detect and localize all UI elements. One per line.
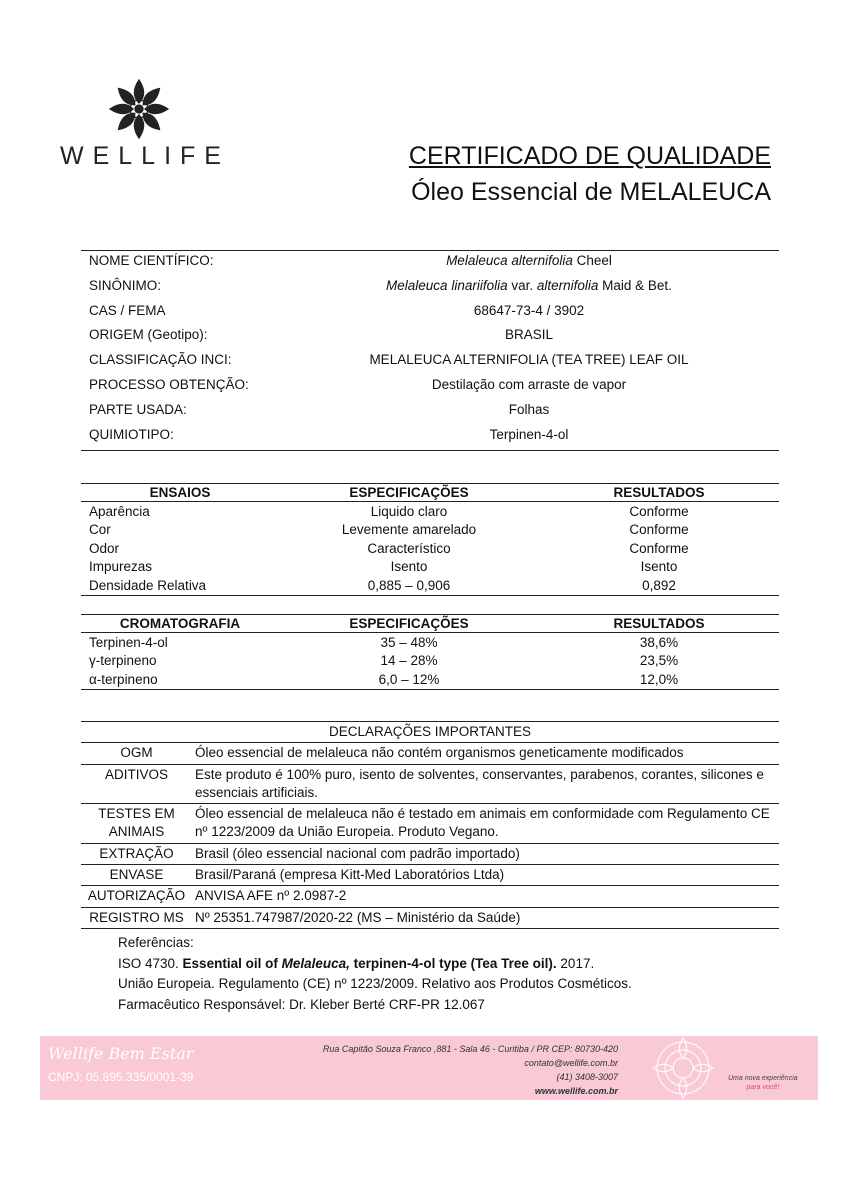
table-cell: 35 – 48%: [380, 634, 438, 650]
info-row-nome: [89, 253, 779, 278]
info-row-inci: [89, 352, 779, 377]
footer-mandala-icon: [638, 1036, 728, 1100]
table-cell: 12,0%: [639, 671, 679, 687]
ensaios-table: [81, 483, 779, 596]
footer-address: Rua Capitão Souza Franco ,881 - Sala 46 - Curitiba / PR CEP: 80730-420: [322, 1044, 618, 1054]
certificate-title: CERTIFICADO DE QUALIDADE: [408, 142, 771, 170]
table-row: [81, 907, 779, 928]
declaration-value: Brasil/Paraná (empresa Kitt-Med Laboratórios Ltda): [192, 865, 779, 886]
info-row-sinonimo: [89, 278, 779, 303]
table-row: [81, 764, 779, 804]
info-label: QUIMIOTIPO:: [89, 426, 174, 442]
table-cell: 23,5%: [639, 653, 679, 669]
footer-phone: (41) 3408-3007: [556, 1072, 618, 1082]
table-row: [81, 670, 779, 689]
divider: [81, 450, 779, 451]
info-row-cas: [89, 303, 779, 328]
table-cell: α-terpineno: [89, 671, 158, 687]
declaration-value: Brasil (óleo essencial nacional com padrão importado): [192, 843, 779, 864]
declaration-value: ANVISA AFE nº 2.0987-2: [192, 886, 779, 907]
declaration-key: ENVASE: [81, 865, 192, 886]
info-row-processo: [89, 377, 779, 402]
table-cell: 0,885 – 0,906: [367, 577, 451, 593]
info-label: ORIGEM (Geotipo):: [89, 327, 208, 343]
table-cell: Conforme: [629, 503, 689, 519]
table-cell: Isento: [640, 559, 678, 575]
declaracoes-title: DECLARAÇÕES IMPORTANTES: [81, 722, 779, 743]
footer-brand: Wellife Bem Estar: [48, 1044, 194, 1063]
footer-contact: [323, 1042, 618, 1098]
table-row: [81, 633, 779, 652]
declaration-value: Este produto é 100% puro, isento de solventes, conservantes, parabenos, corantes, silicones e essenciais artificiais.: [192, 764, 779, 804]
table-cell: Conforme: [629, 522, 689, 538]
table-header-row: [81, 484, 779, 502]
info-label: PARTE USADA:: [89, 401, 187, 417]
info-label: SINÔNIMO:: [89, 277, 162, 293]
column-header: ENSAIOS: [149, 485, 211, 500]
table-cell: 0,892: [642, 577, 676, 593]
table-cell: Característico: [367, 540, 451, 556]
declaration-value: Nº 25351.747987/2020-22 (MS – Ministério da Saúde): [192, 907, 779, 928]
info-row-origem: [89, 327, 779, 352]
table-cell: Odor: [89, 540, 120, 556]
table-cell: Terpinen-4-ol: [89, 634, 168, 650]
info-value: BRASIL: [504, 327, 554, 343]
info-label: NOME CIENTÍFICO:: [89, 253, 214, 268]
table-row: [81, 743, 779, 764]
table-cell: Cor: [89, 522, 111, 538]
info-value: Folhas: [508, 401, 550, 417]
declaration-key: OGM: [81, 743, 192, 764]
info-value: Melaleuca linariifolia var. alternifolia Maid & Bet.: [386, 277, 672, 293]
product-title: Óleo Essencial de MELALEUCA: [411, 178, 771, 206]
declaracoes-table: [81, 721, 779, 929]
references-heading: Referências:: [118, 935, 194, 950]
brand-name: WELLIFE: [60, 142, 230, 170]
pharmacist-line: Farmacêutico Responsável: Dr. Kleber Berté CRF-PR 12.067: [118, 996, 485, 1012]
product-info: [89, 253, 779, 451]
table-header-row: [81, 615, 779, 633]
footer-site[interactable]: www.wellife.com.br: [534, 1086, 618, 1096]
table-cell: Impurezas: [89, 559, 153, 575]
table-row: [81, 502, 779, 521]
table-cell: Conforme: [629, 540, 689, 556]
declaracoes-header: [81, 722, 779, 743]
table-cell: γ-terpineno: [89, 653, 157, 669]
column-header: CROMATOGRAFIA: [119, 616, 241, 631]
declaration-key: ADITIVOS: [81, 764, 192, 804]
footer-email[interactable]: contato@wellife.com.br: [524, 1058, 618, 1068]
column-header: RESULTADOS: [613, 616, 705, 631]
info-label: CAS / FEMA: [89, 302, 166, 318]
table-cell: Isento: [390, 559, 428, 575]
table-cell: 38,6%: [639, 634, 679, 650]
info-row-parte: [89, 402, 779, 427]
table-cell: Liquido claro: [370, 503, 448, 519]
reference-eu: União Europeia. Regulamento (CE) nº 1223/2009. Relativo aos Produtos Cosméticos.: [118, 976, 632, 991]
declaration-key: AUTORIZAÇÃO: [81, 886, 192, 907]
table-row: [81, 558, 779, 577]
declaration-value: Óleo essencial de melaleuca não contém organismos geneticamente modificados: [192, 743, 779, 764]
info-value: MELALEUCA ALTERNIFOLIA (TEA TREE) LEAF OIL: [369, 352, 689, 368]
declaration-value: Óleo essencial de melaleuca não é testado em animais em conformidade com Regulamento CE nº 1223/2009 da União Europeia. Produto Vegano.: [192, 804, 779, 844]
column-header: ESPECIFICAÇÕES: [349, 616, 469, 631]
cromatografia-table: [81, 614, 779, 690]
table-cell: Densidade Relativa: [89, 577, 207, 593]
declaration-key: REGISTRO MS: [81, 907, 192, 928]
column-header: ESPECIFICAÇÕES: [349, 485, 469, 500]
column-header: RESULTADOS: [613, 485, 705, 500]
info-value: Terpinen-4-ol: [489, 426, 569, 442]
table-cell: 6,0 – 12%: [378, 671, 440, 687]
footer-slogan: [728, 1074, 798, 1092]
table-row: [81, 652, 779, 671]
table-row: [81, 843, 779, 864]
info-label: CLASSIFICAÇÃO INCI:: [89, 352, 232, 368]
declaration-key: TESTES EM ANIMAIS: [81, 804, 192, 844]
divider: [81, 250, 779, 251]
mandala-logo-icon: [108, 78, 170, 140]
info-row-quimiotipo: [89, 427, 779, 452]
reference-iso: ISO 4730. Essential oil of Melaleuca, terpinen-4-ol type (Tea Tree oil). 2017.: [118, 955, 595, 971]
table-row: [81, 886, 779, 907]
table-row: [81, 521, 779, 540]
table-row: [81, 865, 779, 886]
footer-banner: [40, 1036, 818, 1100]
slogan-line: Uma nova experiência: [728, 1075, 798, 1082]
references: [118, 933, 632, 1015]
slogan-line: para você!: [746, 1084, 780, 1091]
info-value: Melaleuca alternifolia Cheel: [446, 253, 612, 268]
table-cell: 14 – 28%: [380, 653, 438, 669]
info-label: PROCESSO OBTENÇÃO:: [89, 376, 249, 392]
info-value: 68647-73-4 / 3902: [473, 302, 585, 318]
table-cell: Aparência: [89, 503, 150, 519]
info-value: Destilação com arraste de vapor: [431, 376, 627, 392]
table-row: [81, 804, 779, 844]
table-row: [81, 539, 779, 558]
footer-cnpj: CNPJ: 05.895.335/0001-39: [48, 1070, 194, 1084]
declaration-key: EXTRAÇÃO: [81, 843, 192, 864]
table-row: [81, 576, 779, 595]
table-cell: Levemente amarelado: [341, 522, 477, 538]
